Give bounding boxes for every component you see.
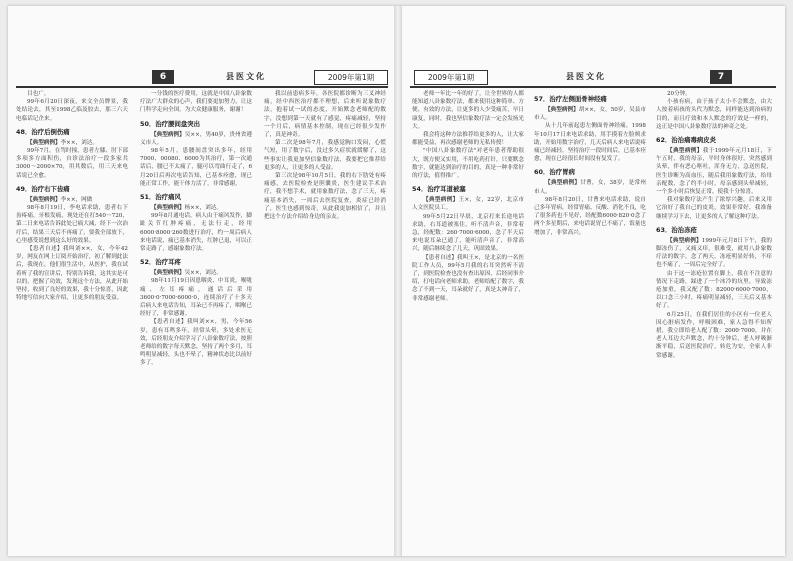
continued-text: 一分钱的医疗费用，这就是中国八卦象数疗法广大群众的心声，我们要更加努力，让这门科学走向全国，为大众健康服务，谢谢！ (140, 91, 252, 114)
section-54-body-1: 99年5月22日早晨，北京打来长途电话求助，右耳道被塞住，听不清声音，非常着急，经配数：260·7000·6000，念了半天后来电说耳朵已通了，能听清声音了，非常高兴，随后继续念了几天，巩固效果。 (412, 213, 524, 253)
left-page-number: 6 (152, 70, 174, 84)
intro-text: 目也广。 (27, 91, 50, 97)
right-page (410, 6, 776, 556)
right-header-title: 县医文化 (566, 72, 606, 81)
section-52-body-1: 98年11月19日因患咽炎、中耳炎，喉咙痛、左耳疼痛，通话后采用3600·0·7000·6000·0，连续治疗了十多天后病人来电话告知，耳朵已不再疼了，咽喉已经好了，非常感谢。 (140, 278, 252, 318)
section-60-heading: 60．治疗胃病 (534, 168, 575, 177)
right-column-2 (534, 90, 646, 540)
column-3-top: 20分钟。 (667, 91, 691, 97)
section-57-body: 从十几年前起患左侧面骨神经痛，1998年10月17日来电话求助，用手摸着左脸颊求助，开始用数字治疗，几天后病人来电话说疼痛已经减轻，坚持治疗一段时间后，已基本痊愈，现在已经很长时间没有复发了。 (534, 123, 646, 163)
case-text: 1999年元月8日下午，我的脚冻伤了，又痛又痒，很难受，就用八卦象数疗法的数字，念了两天，冻疮明显好转，不痒也不痛了，一周后完全好了。 (656, 237, 772, 269)
section-63-case (656, 237, 772, 270)
intro-text-3: "中国八卦象数疗法"对老年患者帮助很大，既方便又实用，不用吃药打针，只要默念数字，就能达到治疗的目的，真是一种非常好的疗法，值得推广。 (412, 148, 524, 180)
section-63-heading: 63．治治冻疮 (656, 225, 697, 234)
case-text: 李××，刘达。 (60, 139, 98, 146)
section-62-body: 我对象数疗法产生了浓厚兴趣，后来又用它治好了我自己的皮炎，效果非常好，我准备继续学习下去，让更多的人了解这种疗法。 (656, 197, 772, 220)
section-49-body-2: 【患者自述】我叫刘××，女，今年42岁，网友在网上订阅开始治疗，初了解到此法后，我现在，他们很生活中，从医护，我在试着听了我的宣讲后，特别告诉我，这其实是可以的，把握了功效，发现这个方法，从此开始坚持，收到了良好的效果，我十分惊喜，因此特地写信向大家介绍，让更多的朋友受益。 (16, 246, 128, 302)
case-label: 【典型病例】 (151, 270, 185, 277)
section-52-heading: 52．治疗耳疼 (140, 258, 181, 267)
case-text: 吴××，男40岁，贵州省遵义市人。 (140, 131, 252, 146)
section-52-body-2: 【患者自述】我叫刘××，男，今年56岁，患有耳鸣多年，经常头晕，多处求医无效，后经朋友介绍学习了八卦象数疗法，按照老师给的数字每天默念，坚持了两个多月，耳鸣明显减轻，头也不晕了，精神状态比以前好多了。 (140, 319, 252, 367)
case-label: 【典型病例】 (151, 131, 185, 138)
case-text: 我于1999年元月18日，下午五时，我的母亲，平时身体很好，突然感到头晕，伴有恶心呕吐，浑身无力，急送医院，医生诊断为高血压，随后我用象数疗法，给母亲配数，念了约半小时，母亲感到头晕减轻，一个多小时后恢复正常，使我十分惊喜。 (656, 148, 772, 196)
case-text: 王×，女，22岁，北京市人文医院员工。 (412, 197, 524, 212)
left-page (16, 6, 388, 556)
case-text: 甘曹，女，38岁，是常州市人。 (534, 180, 646, 195)
section-50-body: 98年5月，患腰间盘突出多年，经用7000、00080、6000为其治疗，第一次通话后，腰已不太痛了，腿可以弯曲行走了，6月20日后再次电话告知，已基本痊愈，现已能正常工作，能干体力活了，非常感谢。 (140, 148, 252, 187)
case-text: 胡××，女，50岁，吴县市市人。 (534, 107, 646, 122)
right-column-1 (412, 90, 524, 540)
left-column-2 (140, 90, 252, 540)
case-label: 【典型病例】 (545, 107, 579, 113)
section-54-case (412, 196, 524, 212)
case-label: 【典型病例】 (27, 139, 61, 146)
section-49-heading: 49．治疗右下齿痛 (16, 184, 70, 193)
column-3-text-1: 我以前患病多年，各医院都诊断为三叉神经痛，经中西医治疗都不理想，后来听说象数疗法，抱着试一试的态度，开始默念老师配的数字，没想到第一天就有了感觉，疼痛减轻，坚持一个月后，病情基本控制，现在已经很少发作了，真是神奇。 (264, 91, 386, 139)
section-63-body-1: 由于这一冻疮位置在脚上，我在不注意的情况下走路，踩进了一个冰冷的坑里，导致冻疮加重，我又配了数：82000·6000·7000，以口念三小时，疼痛明显减轻，三天后又基本好了。 (656, 270, 772, 310)
case-label: 【典型病例】 (667, 148, 703, 155)
case-label: 【典型病例】 (27, 196, 61, 203)
section-49-body-1: 98年8月19日，李电话求助，患者右下齿疼痛，牙根发痛，现处还在打540～720，第二日来电话告诉此处已痛大减，经下一次治疗后，结果三天后不再痛了，要我全部放下，心里感受说想到这么好的效果。 (16, 205, 128, 244)
case-label: 【典型病例】 (423, 197, 459, 204)
section-60-body: 98年8月20日，甘曹来电话求助，说自己多年胃病，经常胃痛、反酸、消化不良，吃了很多药也不见好，经配数6000·820·0念了两个多星期后，来电话说胃已不痛了，饭量也增加了，非常高兴。 (534, 196, 646, 236)
column-3-text-3: 第三次是98年10月5日，我的右下肋处有疼痛感，去医院检查是胆囊炎，医生建议手术治疗，我不想手术，就用象数疗法，念了三天，疼痛基本消失，一周后去医院复查，炎症已经消了，医生也感到惊奇，从此我更加相信了，并且把这个方法介绍给身边的亲友。 (264, 173, 386, 221)
section-52-case (140, 269, 252, 277)
intro-paragraph: 99年6月20日深夜，来文全员牌景，我处结论去，其至1998乙临及胶去，那三六天电临话记企来。 (16, 99, 128, 122)
section-57-case (534, 106, 646, 122)
case-text: 杨××，刘达。 (184, 205, 222, 212)
section-54-body-2: 【患者自述】我叫王×，是北京的一名医院工作人员，99年5月我的右耳突然听不清了，到医院检查也没有查出原因，后经同事介绍，打电话向老师求助，老师给配了数字，我念了不到一天，耳朵就好了，真是太神奇了，非常感谢老师。 (412, 254, 524, 302)
section-63-body-2: 6月25日，在我们居住的小区有一位老人因心脏病发作，呼吸困难，家人急得不知所措，我立即给老人配了数：2000·7000，并在老人耳边大声默念，约十分钟后，老人呼吸渐渐平稳，后送医院治疗，转危为安，全家人非常感谢。 (656, 311, 772, 359)
case-label: 【典型病例】 (545, 180, 581, 187)
section-62-case (656, 147, 772, 196)
left-header-title: 县医文化 (226, 72, 266, 81)
left-column-1 (16, 90, 128, 540)
intro-text: 老师一年比一年的好了，让全世界的人都能知道八卦象数疗法，都来使用这种简单、方便、有效的方法，让更多的人少受痛苦，早日康复，同时，我也坚信象数疗法一定会发扬光大。 (412, 91, 524, 130)
magazine-spread (8, 6, 785, 556)
section-51-heading: 51．治疗痛风 (140, 193, 181, 202)
section-60-case (534, 179, 646, 195)
spine-gutter (394, 6, 402, 556)
case-text: 李××，网做 (60, 196, 93, 203)
section-48-case (16, 139, 128, 147)
section-62-heading: 62．治治痛毒病皮炎 (656, 136, 717, 145)
column-3-top-2: 小孩有病，由于孩子太小不会默念，由大人按着病孩的头代为默念，同样能达到治病的目的，而且疗效和本人默念的疗效是一样的，这正是中国八卦象数疗法的神奇之处。 (656, 99, 772, 130)
section-54-heading: 54．治疗耳道被塞 (412, 185, 466, 194)
section-48-heading: 48．治疗后倒伤痛 (16, 127, 70, 136)
left-header-issue: 2009年第1期 (314, 70, 388, 85)
right-page-number: 7 (710, 70, 732, 84)
case-label: 【典型病例】 (151, 205, 185, 212)
column-3-text-2: 第二次是98年7月，我感觉胸口发闷，心慌气短，用了数字后，没过多久症状就缓解了，这些事实让我更加坚信象数疗法，我要把它推荐给更多的人，让更多的人受益。 (264, 140, 386, 171)
right-header-issue: 2009年第1期 (414, 70, 488, 85)
section-51-case (140, 204, 252, 212)
section-49-case (16, 196, 128, 204)
intro-text-2: 我会将这种方法推荐给更多的人，让大家都能受益，再次感谢老师的无私传授！ (412, 132, 524, 147)
section-50-case (140, 131, 252, 147)
case-text: 吴××，刘达。 (184, 270, 222, 277)
left-running-head (16, 70, 388, 88)
right-running-head (410, 70, 776, 88)
section-57-heading: 57．治疗左侧面骨神经痛 (534, 95, 607, 103)
section-48-body: 99年7月，在驾时撞，患者左膝、肘下部多项多方面积伤，自诊法治疗一段多家共3000～2000×70，用其数后，用三天来电话说已全愈。 (16, 148, 128, 179)
left-column-3 (264, 90, 386, 540)
right-column-3 (656, 90, 772, 540)
section-50-heading: 50．治疗腰间盘突出 (140, 119, 201, 128)
section-51-body: 99年8月通电话，病人由于痛风发作，脚趾关节红肿疼痛，无法行走，经用6000·8000·260数进行治疗，约一周后病人来电话说，痛已基本消失，红肿已退，可以正常走路了，感谢象数疗法。 (140, 213, 252, 253)
case-label: 【典型病例】 (667, 237, 702, 244)
